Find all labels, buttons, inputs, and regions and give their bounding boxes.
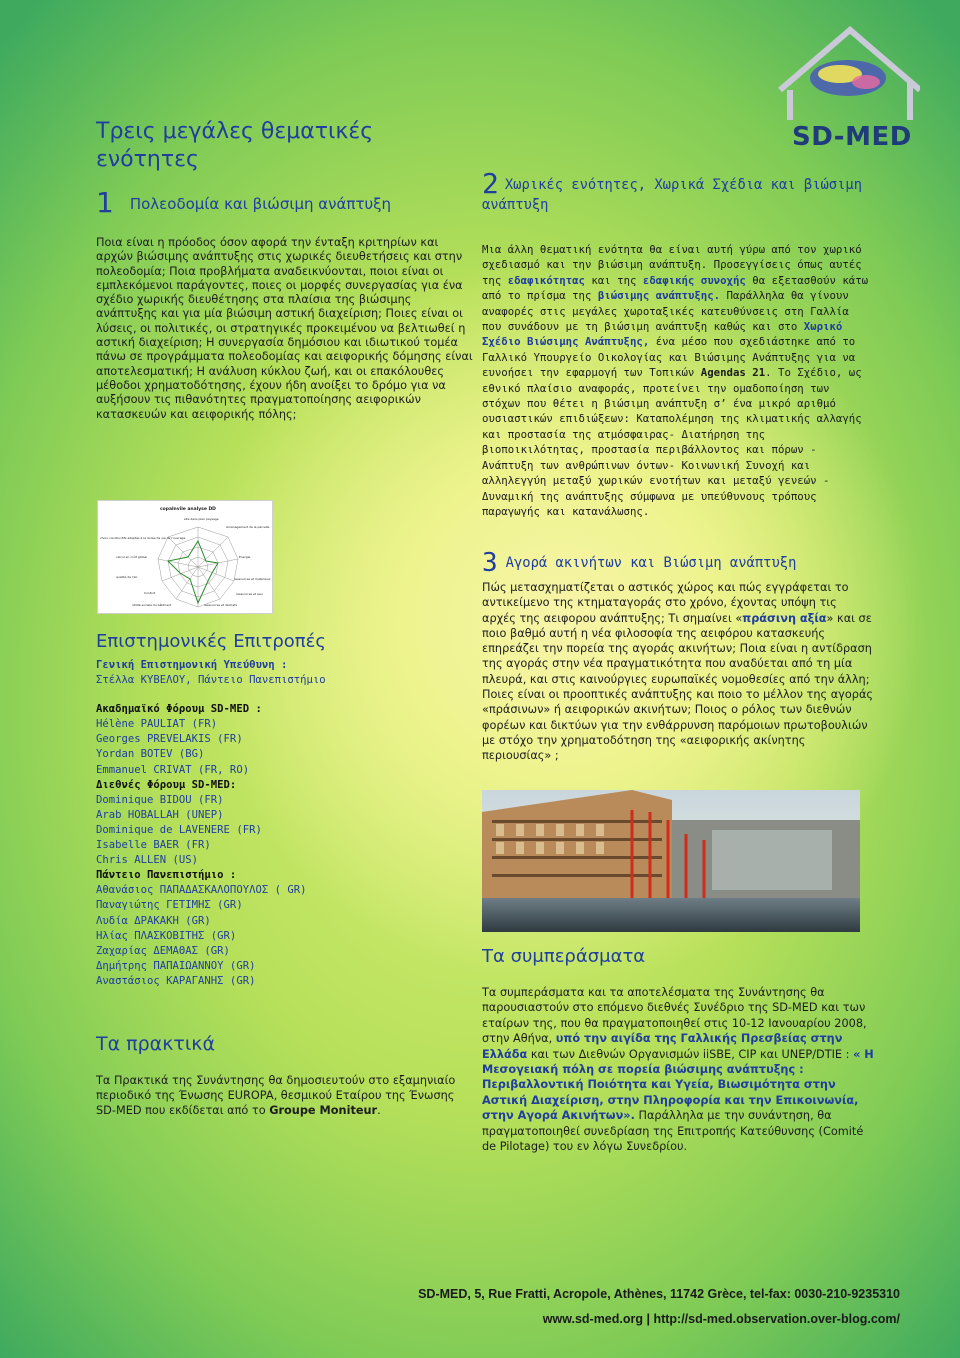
radar-label: Confort [144,591,156,595]
radar-chart-title: copalnvile analyse DD [160,507,216,512]
radar-label: calcul en coût global [116,555,148,559]
sd-med-logo [770,20,920,160]
scientific-committees-list [96,658,396,989]
section-2-number: 2 [482,167,499,200]
member-name: Arab HOBALLAH (UNEP) [96,808,224,821]
section-3-heading [482,548,796,578]
section-2-heading [482,167,882,215]
radar-label: utilité sociale du bâtiment [132,603,172,607]
section-1-title: Πολεοδομία και βιώσιμη ανάπτυξη [129,195,392,213]
proceedings-body: Τα Πρακτικά της Συνάντησης θα δημοσιευτούν στο εξαμηνιαίο περιοδικό της Ένωσης EUROPA, θεσμικού Εταίρου της Ένωσης SD-MED που εκδίδεται από το Groupe Moniteur. [96,1074,456,1117]
member-name: Αναστάσιος ΚΑΡΑΓΑΝΗΣ (GR) [96,974,256,987]
member-name: Dominique de LAVENERE (FR) [96,823,262,836]
member-name: Hélène PAULIAT (FR) [96,718,218,731]
radar-label: site dans plan paysage [184,517,219,521]
section-3-title: Αγορά ακινήτων και Βιώσιμη ανάπτυξη [505,555,797,571]
academic-forum-label: Ακαδημαϊκό Φόρουμ SD-MED : [96,703,262,716]
member-name: Yordan BOTEV (BG) [96,748,205,761]
radar-label: qualité de l'air [116,575,138,579]
section-2-title: Χωρικές ενότητες, Χωρικά Σχέδια και βιώσιμη ανάπτυξη [482,177,863,213]
groupe-moniteur: Groupe Moniteur [269,1104,378,1117]
section-3-number: 3 [482,548,498,578]
footer-links[interactable]: www.sd-med.org | http://sd-med.observation.over-blog.com/ [542,1312,900,1326]
general-head-label: Γενική Επιστημονική Υπεύθυνη : [96,659,288,671]
proceedings-title: Τα πρακτικά [96,1033,215,1055]
member-name: Δημήτρης ΠΑΠΑΙΩΑΝΝΟΥ (GR) [96,959,256,972]
member-name: Παναγιώτης ΓΕΤΙΜΗΣ (GR) [96,899,243,912]
radar-label: Energie [239,555,251,559]
scientific-committees-title: Επιστημονικές Επιτροπές [96,631,326,652]
section-2-body: Μια άλλη θεματική ενότητα θα είναι αυτή γύρω από τον χωρικό σχεδιασμό και την βιώσιμη ανάπτυξη. Προσεγγίσεις όπως αυτές της εδαφικότητας και της εδαφικής συνοχής θα εξετασθούν κάτω από το πρίσμα της βιώσιμης ανάπτυξης. Παράλληλα θα γίνουν αναφορές στις μεγάλες χωροταξικές κατευθύνσεις στη Γαλλία που συνάδουν με τη βιώσιμη ανάπτυξη καθώς και στο Χωρικό Σχέδιο Βιώσιμης Ανάπτυξης, ένα μέσο που σχεδιάστηκε από το Γαλλικό Υπουργείο Οικολογίας και Βιώσιμης Ανάπτυξης για να ευνοήσει την εφαρμογή των Τοπικών Agendas 21. Το Σχέδιο, ως εθνικό πλαίσιο αναφοράς, προτείνει την ομαδοποίηση των στόχων που θέτει η βιώσιμη ανάπτυξη σ’ ένα μικρό αριθμό ουσιαστικών επιδιώξεων: Καταπολέμηση της κλιματικής αλλαγής και προστασία της ατμόσφαιρας- Διατήρηση της βιοποικιλότητας, προστασία περιβάλλοντος και πόρων - Ανάπτυξη των ανθρώπινων όντων- Κοινωνική Συνοχή και αλληλεγγύη μεταξύ χωρικών ενοτήτων και μεταξύ γενεών - Δυναμική της ανάπτυξης σύμφωνα με υπεύθυνους τρόπους παραγωγής και κατανάλωσης. [482,243,869,518]
radar-chart-image [97,500,273,614]
member-name: Dominique BIDOU (FR) [96,793,224,806]
conclusions-title: Τα συμπεράσματα [482,946,646,967]
section-1-heading [96,186,391,219]
member-name: Emmanuel CRIVAT (FR, RO) [96,763,250,776]
member-name: Λυδία ΔΡΑΚΑΚΗ (GR) [96,914,211,927]
member-name: Ζαχαρίας ΔΕΜΑΘΑΣ (GR) [96,944,230,957]
general-head-name: Στέλλα ΚΥΒΕΛΟΥ, Πάντειο Πανεπιστήμιο [96,674,326,687]
building-photo [482,790,860,932]
radar-label: choix constructifs adaptés à la durée de vie de l'ouvrage [100,536,186,540]
radar-label: ressources et déchets [204,603,237,607]
section-3-body: Πώς μετασχηματίζεται ο αστικός χώρος και πώς εγγράφεται το αντικείμενο της κτηματαγοράς στο χρόνο, έχοντας υπόψη τις αρχές της αειφορου ανάπτυξης; Τι σημαίνει «πράσινη αξία» και σε ποιο βαθμό αυτή η νέα φιλοσοφία της αειφόρου κατασκευής επηρεάζει την πορεία της αγοράς ακινήτων; Ποια είναι η αντίδραση της αγοράς στην νέα πραγματικότητα που αναδύεται από τη μία πλευρά, και στις καινούργιες ευρωπαϊκές νομοθεσίες από την άλλη; Ποιες είναι οι προοπτικές ανάπτυξης και ποιο το μέλλον της αγοράς «πράσινων» ή αειφορικών ακινήτων; Ποιος ο ρόλος των διεθνών φορέων και δικτύων για την ενθάρρυνση παρόμοιων πρωτοβουλιών με στόχο την χρηματοδότηση της «αειφορικής ακίνητης περιουσίας» ; [482,581,874,763]
international-forum-label: Διεθνές Φόρουμ SD-MED: [96,778,237,791]
radar-label: ressources et matériaux [234,577,271,581]
member-name: Isabelle BAER (FR) [96,839,211,852]
section-1-body: Ποια είναι η πρόοδος όσον αφορά την ένταξη κριτηρίων και αρχών βιώσιμης ανάπτυξης στις χωρικές διευθετήσεις και στην πολεοδομία; Ποια προβλήματα αναδεικνύονται, ποιοι είναι οι εμπλεκόμενοι παράγοντες, ποιες οι μορφές συνεργασίας για ένα σχέδιο χωρικής διευθέτησης στα πλαίσια της βιώσιμης ανάπτυξης και για μία βιώσιμη αστική διαχείριση; Ποιες είναι οι λύσεις, οι πολιτικές, οι στρατηγικές προκειμένου να βελτιωθεί η αστική διαχείριση; Η συνεργασία δημόσιου και ιδιωτικού τομέα πάνω σε προγράμματα πολεοδομίας και αειφορικής δόμησης είναι αποτελεσματική; Η ανάλυση κύκλου ζωή, και οι επακόλουθες μέθοδοι χρηματοδότησης, έχουν ήδη ανοίξει το δρόμο για να αυξήσουν τις πιθανότητες πραγματοποίησης αειφορικών κατασκευών και αειφορικής πόλης; [96,236,473,421]
conclusions-body: Τα συμπεράσματα και τα αποτελέσματα της Συνάντησης θα παρουσιαστούν στο επόμενο διεθνές Συνέδριο της SD-MED και των εταίρων της, που θα πραγματοποιηθεί στις 10-12 Ιανουαρίου 2008, στην Αθήνα, υπό την αιγίδα της Γαλλικής Πρεσβείας στην Ελλάδα και των Διεθνών Οργανισμών iiSBE, CIP και UNEP/DTIE : « Η Μεσογειακή πόλη σε πορεία βιώσιμης ανάπτυξης : Περιβαλλοντική Ποιότητα και Υγεία, Βιωσιμότητα στην Αστική Διαχείριση, στην Πληροφορία και την Επικοινωνία, στην Αγορά Ακινήτων». Παράλληλα με την συνάντηση, θα πραγματοποιηθεί συνεδρίαση της Επιτροπής Κατεύθυνσης (Comité de Pilotage) του εν λόγω Συνεδρίου. [482,986,874,1154]
footer-address: SD-MED, 5, Rue Fratti, Acropole, Athènes, 11742 Grèce, tel-fax: 0030-210-9235310 [418,1287,900,1301]
logo-text: SD-MED [792,122,912,152]
member-name: Georges PREVELAKIS (FR) [96,733,243,746]
radar-label: Aménagement de la parcelle [226,525,270,529]
section-1-number: 1 [96,186,114,219]
page-title: Τρεις μεγάλες θεματικές ενότητες [96,119,374,172]
member-name: Ηλίας ΠΛΑΣΚΟΒΙΤΗΣ (GR) [96,929,237,942]
radar-label: ressources et eau [236,592,263,596]
panteio-label: Πάντειο Πανεπιστήμιο : [96,869,237,882]
member-name: Chris ALLEN (US) [96,854,199,867]
member-name: Αθανάσιος ΠΑΠΑΔΑΣΚΑΛΟΠΟΥΛΟΣ ( GR) [96,884,307,897]
